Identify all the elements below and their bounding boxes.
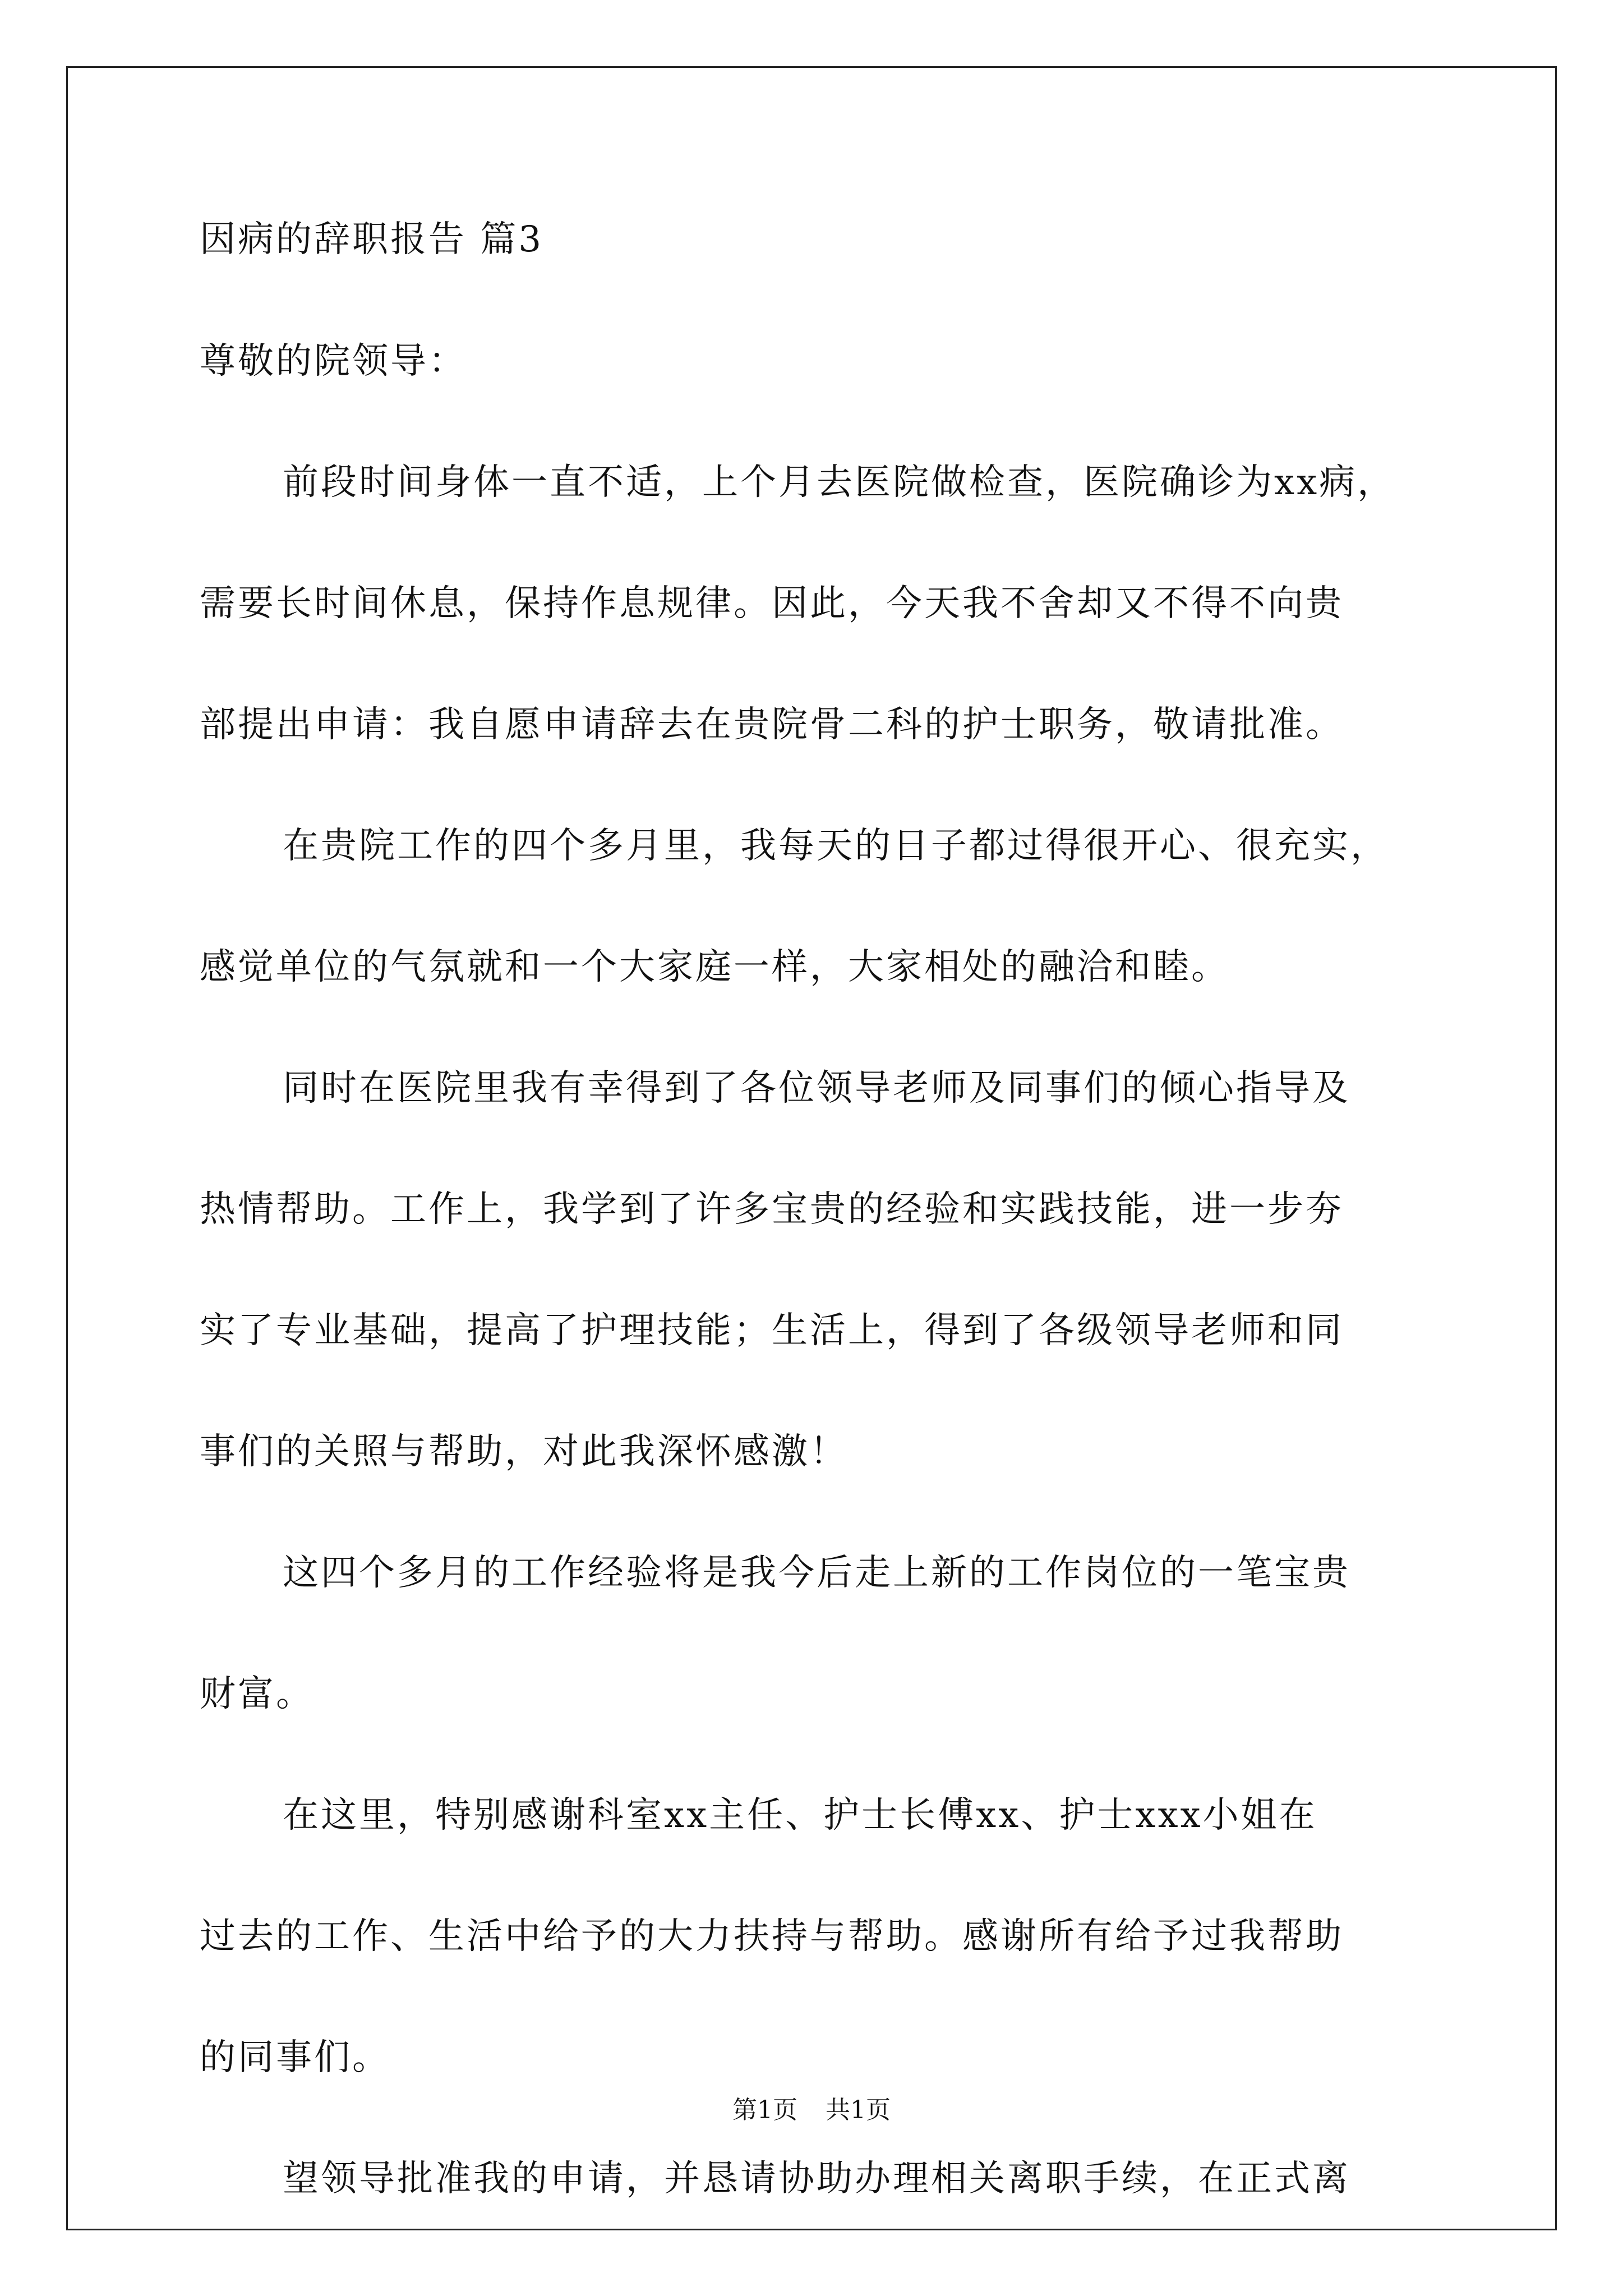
- text-line: 在贵院工作的四个多月里，我每天的日子都过得很开心、很充实，: [283, 825, 1389, 867]
- text-line: 过去的工作、生活中给予的大力扶持与帮助。感谢所有给予过我帮助: [200, 1916, 1344, 1957]
- text-line: 热情帮助。工作上，我学到了许多宝贵的经验和实践技能，进一步夯: [200, 1189, 1344, 1230]
- text-line: 这四个多月的工作经验将是我今后走上新的工作岗位的一笔宝贵: [283, 1552, 1350, 1594]
- document-title: 因病的辞职报告 篇3: [200, 219, 544, 260]
- text-line: 事们的关照与帮助，对此我深怀感激！: [200, 1431, 848, 1473]
- document-body: [200, 219, 1422, 2282]
- text-line: 同时在医院里我有幸得到了各位领导老师及同事们的倾心指导及: [283, 1068, 1350, 1109]
- page-footer: [0, 2098, 1623, 2123]
- text-line: 在这里，特别感谢科室xx主任、护士长傅xx、护士xxx小姐在: [283, 1795, 1317, 1836]
- text-line: 的同事们。: [200, 2037, 390, 2078]
- text-line: 前段时间身体一直不适，上个月去医院做检查，医院确诊为xx病，: [283, 462, 1396, 503]
- text-line: 需要长时间休息，保持作息规律。因此，今天我不舍却又不得不向贵: [200, 583, 1344, 624]
- page-total: 共1页: [826, 2096, 891, 2124]
- text-line: 感觉单位的气氛就和一个大家庭一样，大家相处的融洽和睦。: [200, 946, 1229, 988]
- text-line: 望领导批准我的申请，并恳请协助办理相关离职手续，在正式离: [283, 2158, 1350, 2200]
- text-line: 部提出申请：我自愿申请辞去在贵院骨二科的护士职务，敬请批准。: [200, 704, 1344, 746]
- page-number: 第1页: [732, 2096, 797, 2124]
- salutation: 尊敬的院领导：: [200, 341, 467, 382]
- text-line: 实了专业基础，提高了护理技能；生活上，得到了各级领导老师和同: [200, 1310, 1344, 1351]
- text-line: 财富。: [200, 1673, 314, 1715]
